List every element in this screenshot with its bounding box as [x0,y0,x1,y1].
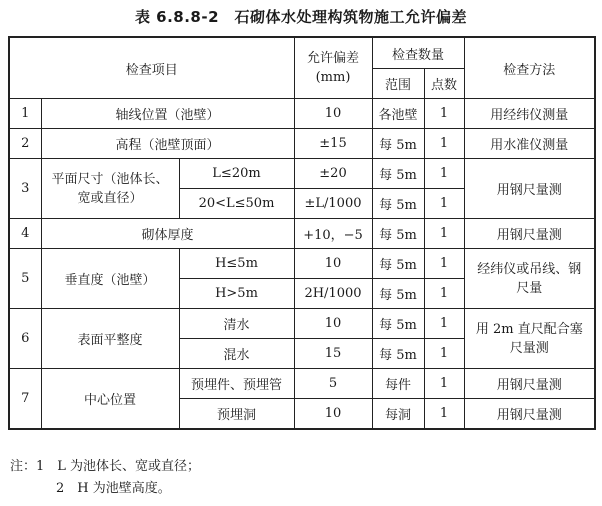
row-condition: 混水 [179,339,294,369]
row-condition: 清水 [179,309,294,339]
header-quantity: 检查数量 [372,37,464,69]
row-number: 3 [9,159,41,219]
row-points: 1 [424,399,464,430]
row-scope: 每 5m [372,249,424,279]
row-tolerance: 10 [294,99,372,129]
tolerance-table [8,36,596,430]
row-points: 1 [424,129,464,159]
table-notes [10,456,200,500]
table-row [9,249,595,279]
row-scope: 每 5m [372,219,424,249]
row-points: 1 [424,279,464,309]
row-number: 7 [9,369,41,430]
row-number: 1 [9,99,41,129]
row-tolerance: 2H/1000 [294,279,372,309]
row-method: 用钢尺量测 [464,399,595,430]
row-points: 1 [424,159,464,189]
row-method: 经纬仪或吊线、钢尺量 [464,249,595,309]
note-line-2 [10,478,200,500]
row-points: 1 [424,249,464,279]
row-method: 用经纬仪测量 [464,99,595,129]
table-row [9,159,595,189]
note-1: 1 L 为池体长、宽或直径； [36,459,201,474]
row-points: 1 [424,339,464,369]
row-method: 用 2m 直尺配合塞尺量测 [464,309,595,369]
row-number: 6 [9,309,41,369]
header-tolerance-label: 允许偏差 [306,51,359,66]
table-row [9,309,595,339]
row-item: 中心位置 [41,369,179,430]
note-line-1 [10,456,200,478]
row-tolerance: ±15 [294,129,372,159]
row-tolerance: 10 [294,399,372,430]
row-tolerance: 10 [294,249,372,279]
row-tolerance: 15 [294,339,372,369]
row-item: 砌体厚度 [41,219,294,249]
row-tolerance: ±20 [294,159,372,189]
row-method: 用钢尺量测 [464,159,595,219]
row-condition: 20<L≤50m [179,189,294,219]
row-condition: 预埋件、预埋管 [179,369,294,399]
header-tolerance [294,37,372,99]
row-scope: 每 5m [372,159,424,189]
row-method: 用钢尺量测 [464,369,595,399]
row-condition: H>5m [179,279,294,309]
row-item: 平面尺寸（池体长、宽或直径） [41,159,179,219]
row-number: 2 [9,129,41,159]
row-scope: 每件 [372,369,424,399]
row-condition: 预埋洞 [179,399,294,430]
row-points: 1 [424,219,464,249]
row-tolerance: +10，−5 [294,219,372,249]
header-item: 检查项目 [9,37,294,99]
row-scope: 每 5m [372,129,424,159]
row-tolerance: ±L/1000 [294,189,372,219]
row-points: 1 [424,309,464,339]
table-title: 表 6.8.8-2 石砌体水处理构筑物施工允许偏差 [134,8,468,26]
row-points: 1 [424,369,464,399]
row-tolerance: 10 [294,309,372,339]
row-scope: 每洞 [372,399,424,430]
header-scope: 范围 [372,69,424,99]
row-scope: 每 5m [372,309,424,339]
table-row [9,129,595,159]
row-item: 轴线位置（池壁） [41,99,294,129]
row-number: 5 [9,249,41,309]
header-points: 点数 [424,69,464,99]
row-condition: H≤5m [179,249,294,279]
row-tolerance: 5 [294,369,372,399]
row-item: 高程（池壁顶面） [41,129,294,159]
row-item: 表面平整度 [41,309,179,369]
row-points: 1 [424,189,464,219]
row-scope: 每 5m [372,339,424,369]
header-tolerance-unit: (mm) [315,70,351,85]
header-method: 检查方法 [464,37,595,99]
row-scope: 每 5m [372,189,424,219]
note-2: 2 H 为池壁高度。 [56,481,171,496]
table-row [9,99,595,129]
header-row-1 [9,37,595,69]
row-scope: 各池壁 [372,99,424,129]
row-method: 用钢尺量测 [464,219,595,249]
table-row [9,219,595,249]
row-number: 4 [9,219,41,249]
row-scope: 每 5m [372,279,424,309]
row-item: 垂直度（池壁） [41,249,179,309]
row-points: 1 [424,99,464,129]
table-row [9,369,595,399]
note-prefix: 注： [10,459,37,474]
row-method: 用水准仪测量 [464,129,595,159]
row-condition: L≤20m [179,159,294,189]
